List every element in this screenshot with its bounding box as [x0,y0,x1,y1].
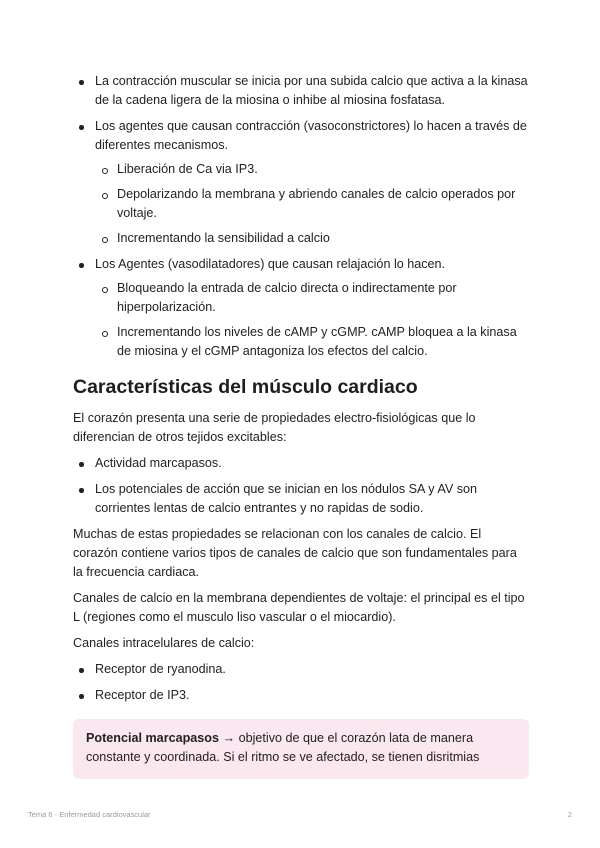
list-item-text: Los potenciales de acción que se inician en los nódulos SA y AV son corrientes lentas de calcio entrantes y no rapidas de sodio. [95,482,478,515]
bullet-icon [79,694,84,699]
list-item [73,255,529,361]
list-item-text: Receptor de ryanodina. [95,662,226,676]
list-item-text: La contracción muscular se inicia por una subida calcio que activa a la kinasa de la cadena ligera de la miosina o inhibe al miosina fosfatasa. [95,74,528,107]
list-item [73,480,529,518]
list-item-text: Los agentes que causan contracción (vasoconstrictores) lo hacen a través de diferentes mecanismos. [95,119,527,152]
paragraph: Canales intracelulares de calcio: [73,636,255,650]
list-item-text: Los Agentes (vasodilatadores) que causan relajación lo hacen. [95,257,446,271]
bullet-icon [79,462,84,467]
bullet-icon [79,125,84,130]
page-footer [28,810,572,819]
sub-list-item [95,323,529,361]
receptors-list [73,660,529,705]
arrow-icon: → [222,731,236,745]
sub-list-item-text: Incrementando los niveles de cAMP y cGMP. cAMP bloquea a la kinasa de miosina y el cGMP antagoniza los efectos del calcio. [117,325,517,358]
sub-list-item [95,229,529,248]
callout-text: objetivo de que el corazón lata de manera constante y coordinada. Si el ritmo se ve afectado, se tienen disritmias [86,731,480,764]
circle-bullet-icon [102,237,108,243]
bullet-icon [79,488,84,493]
bullet-icon [79,80,84,85]
circle-bullet-icon [102,331,108,337]
sub-list-item-text: Depolarizando la membrana y abriendo canales de calcio operados por voltaje. [117,187,516,220]
list-item [73,117,529,248]
sub-list-item [95,185,529,223]
paragraph: Canales de calcio en la membrana dependientes de voltaje: el principal es el tipo L (regiones como el musculo liso vascular o el miocardio). [73,591,525,624]
paragraph: Muchas de estas propiedades se relacionan con los canales de calcio. El corazón contiene varios tipos de canales de calcio que son fundamentales para la frecuencia cardiaca. [73,527,517,579]
sub-list-item-text: Incrementando la sensibilidad a calcio [117,231,330,245]
bullet-icon [79,668,84,673]
list-item-text: Receptor de IP3. [95,688,190,702]
page-number: 2 [567,810,572,819]
sub-list [95,279,529,361]
list-item [73,660,529,679]
circle-bullet-icon [102,168,108,174]
sub-list-item [95,160,529,179]
sub-list-item-text: Liberación de Ca via IP3. [117,162,258,176]
mechanism-list [73,72,529,361]
footer-title: Tema 6 - Enfermedad cardiovascular [28,810,151,819]
sub-list [95,160,529,248]
list-item [73,686,529,705]
circle-bullet-icon [102,287,108,293]
intro-paragraph: El corazón presenta una serie de propiedades electro-fisiológicas que lo diferencian de otros tejidos excitables: [73,411,476,444]
bullet-icon [79,263,84,268]
callout-title: Potencial marcapasos [86,731,219,745]
callout-box [73,719,529,779]
properties-list [73,454,529,518]
sub-list-item [95,279,529,317]
list-item [73,454,529,473]
sub-list-item-text: Bloqueando la entrada de calcio directa o indirectamente por hiperpolarización. [117,281,457,314]
list-item-text: Actividad marcapasos. [95,456,222,470]
list-item [73,72,529,110]
section-heading: Características del músculo cardiaco [73,376,418,398]
page-content [73,72,529,779]
circle-bullet-icon [102,193,108,199]
